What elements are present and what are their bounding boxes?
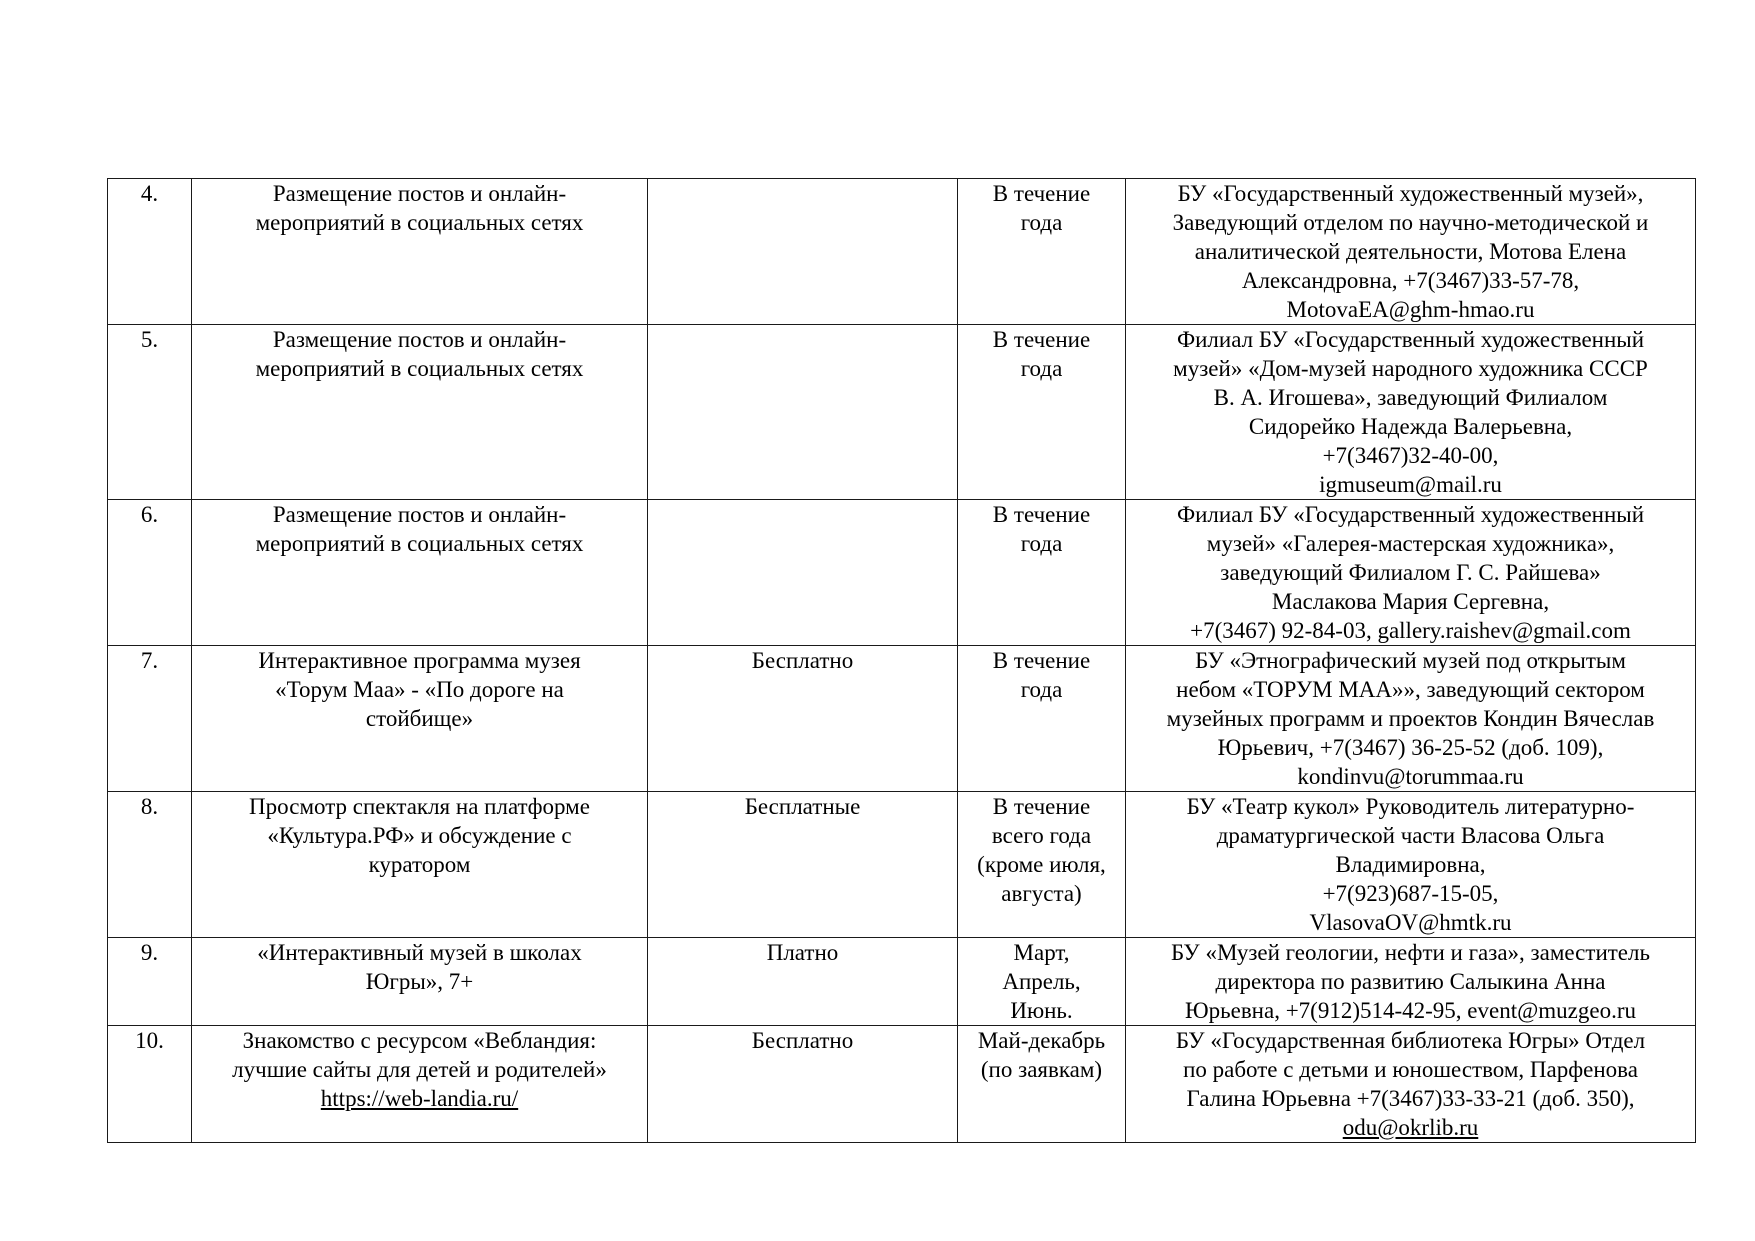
event-name — [192, 179, 648, 325]
event-link[interactable]: https://web-landia.ru/ — [320, 1086, 519, 1111]
event-name — [192, 792, 648, 938]
contact-cell — [1126, 325, 1696, 500]
row-number: 6. — [108, 500, 192, 646]
row-number: 4. — [108, 179, 192, 325]
event-text: Размещение постов и онлайн- мероприятий в социальных сетях — [255, 327, 584, 381]
contact-text: БУ «Государственный художественный музей», Заведующий отделом по научно-методической и аналитической деятельности, Мотова Елена Александровна, +7(3467)33-57-78, MotovaEA@ghm-hmao.ru — [1172, 181, 1649, 322]
event-name — [192, 1026, 648, 1143]
contact-text: БУ «Государственная библиотека Югры» Отдел по работе с детьми и юношеством, Парфенова Галина Юрьевна +7(3467)33-33-21 (доб. 350), — [1175, 1028, 1646, 1111]
event-text: Размещение постов и онлайн- мероприятий в социальных сетях — [255, 181, 584, 235]
period-cell: Март, Апрель, Июнь. — [958, 938, 1126, 1026]
table-row — [108, 1026, 1696, 1143]
cost-cell — [648, 179, 958, 325]
cost-cell — [648, 325, 958, 500]
row-number: 7. — [108, 646, 192, 792]
event-text: Знакомство с ресурсом «Вебландия: лучшие сайты для детей и родителей» — [232, 1028, 607, 1082]
events-table — [107, 178, 1696, 1143]
period-cell: В течение года — [958, 500, 1126, 646]
event-name — [192, 500, 648, 646]
event-text: «Интерактивный музей в школах Югры», 7+ — [257, 940, 582, 994]
contact-text: Филиал БУ «Государственный художественный музей» «Дом-музей народного художника СССР В. А. Игошева», заведующий Филиалом Сидорейко Надежда Валерьевна, +7(3467)32-40-00, igmuseum@mail.ru — [1173, 327, 1648, 497]
table-row — [108, 938, 1696, 1026]
table-row — [108, 646, 1696, 792]
row-number: 9. — [108, 938, 192, 1026]
contact-text: БУ «Музей геологии, нефти и газа», заместитель директора по развитию Салыкина Анна Юрьевна, +7(912)514-42-95, event@muzgeo.ru — [1171, 940, 1650, 1023]
event-name — [192, 938, 648, 1026]
period-cell: В течение года — [958, 325, 1126, 500]
event-name — [192, 646, 648, 792]
contact-text: БУ «Этнографический музей под открытым небом «ТОРУМ МАА»», заведующий сектором музейных программ и проектов Кондин Вячеслав Юрьевич, +7(3467) 36-25-52 (доб. 109), kondinvu@torummaa.ru — [1166, 648, 1655, 789]
period-cell: В течение года — [958, 179, 1126, 325]
cost-cell — [648, 500, 958, 646]
email-link[interactable]: odu@okrlib.ru — [1342, 1115, 1479, 1140]
cost-cell: Бесплатно — [648, 646, 958, 792]
contact-cell — [1126, 646, 1696, 792]
table-row — [108, 179, 1696, 325]
period-cell: В течение всего года (кроме июля, августа) — [958, 792, 1126, 938]
row-number: 10. — [108, 1026, 192, 1143]
event-name — [192, 325, 648, 500]
cost-cell: Платно — [648, 938, 958, 1026]
row-number: 8. — [108, 792, 192, 938]
event-text: Интерактивное программа музея «Торум Маа» - «По дороге на стойбище» — [258, 648, 581, 731]
table-row — [108, 325, 1696, 500]
contact-text: БУ «Театр кукол» Руководитель литературно- драматургической части Власова Ольга Владимировна, +7(923)687-15-05, VlasovaOV@hmtk.ru — [1186, 794, 1635, 935]
contact-cell — [1126, 792, 1696, 938]
event-text: Размещение постов и онлайн- мероприятий в социальных сетях — [255, 502, 584, 556]
row-number: 5. — [108, 325, 192, 500]
table-row — [108, 500, 1696, 646]
contact-cell — [1126, 500, 1696, 646]
period-cell: Май-декабрь (по заявкам) — [958, 1026, 1126, 1143]
cost-cell: Бесплатно — [648, 1026, 958, 1143]
event-text: Просмотр спектакля на платформе «Культура.РФ» и обсуждение с куратором — [249, 794, 590, 877]
contact-text: Филиал БУ «Государственный художественный музей» «Галерея-мастерская художника», заведующий Филиалом Г. С. Райшева» Маслакова Мария Сергевна, +7(3467) 92-84-03, gallery.raishev@gmail.com — [1176, 502, 1645, 643]
cost-cell: Бесплатные — [648, 792, 958, 938]
contact-cell — [1126, 1026, 1696, 1143]
table-row — [108, 792, 1696, 938]
contact-cell — [1126, 938, 1696, 1026]
period-cell: В течение года — [958, 646, 1126, 792]
contact-cell — [1126, 179, 1696, 325]
